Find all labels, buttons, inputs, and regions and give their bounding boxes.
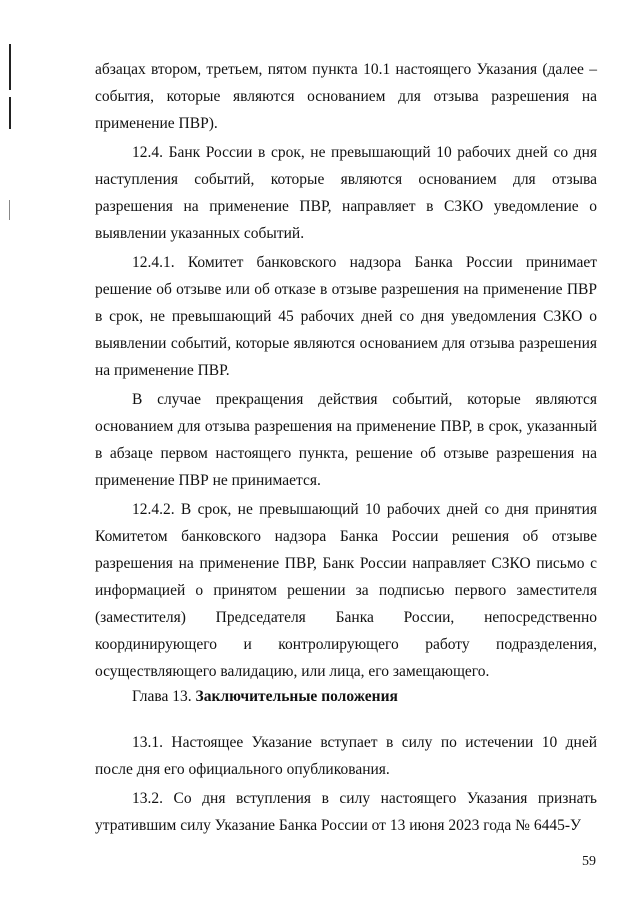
chapter-title: Заключительные положения [195,688,398,705]
paragraph-cessation: В случае прекращения действия событий, которые являются основанием для отзыва разрешения на применение ПВР, в срок, указанный в абзаце первом настоящего пункта, решение об отзыве разрешения на применение ПВР не принимается. [95,391,597,489]
chapter-number: Глава 13. [132,688,192,705]
margin-line-middle [9,97,11,129]
paragraph-13-1: 13.1. Настоящее Указание вступает в силу по истечении 10 дней после дня его официального опубликования. [95,734,597,778]
margin-tick [9,200,10,220]
page-number: 59 [582,854,596,869]
paragraph-13-2: 13.2. Со дня вступления в силу настоящего Указания признать утратившим силу Указание Банка России от 13 июня 2023 года № 6445-У [95,790,597,834]
paragraph-12-4: 12.4. Банк России в срок, не превышающий 10 рабочих дней со дня наступления событий, которые являются основанием для отзыва разрешения на применение ПВР, направляет в СЗКО уведомление о выявлении указанных событий. [95,144,597,242]
paragraph-12-4-2: 12.4.2. В срок, не превышающий 10 рабочих дней со дня принятия Комитетом банковского надзора Банка России решения об отзыве разрешения на применение ПВР, Банк России направляет СЗКО письмо с информацией о принятом решении за подписью первого заместителя (заместителя) Председателя Банка России, непосредственно координирующего и контролирующего работу подразделения, осуществляющего валидацию, или лица, его замещающего. [95,501,597,680]
chapter-heading [132,683,398,710]
document-body-bottom [95,729,597,839]
margin-line-top [9,44,11,90]
paragraph-continuation: абзацах втором, третьем, пятом пункта 10.1 настоящего Указания (далее – события, которые являются основанием для отзыва разрешения на применение ПВР). [95,61,597,132]
paragraph-12-4-1: 12.4.1. Комитет банковского надзора Банка России принимает решение об отзыве или об отказе в отзыве разрешения на применение ПВР в срок, не превышающий 45 рабочих дней со дня уведомления СЗКО о выявлении событий, которые являются основанием для отзыва разрешения на применение ПВР. [95,254,597,379]
document-body-top [95,56,597,685]
